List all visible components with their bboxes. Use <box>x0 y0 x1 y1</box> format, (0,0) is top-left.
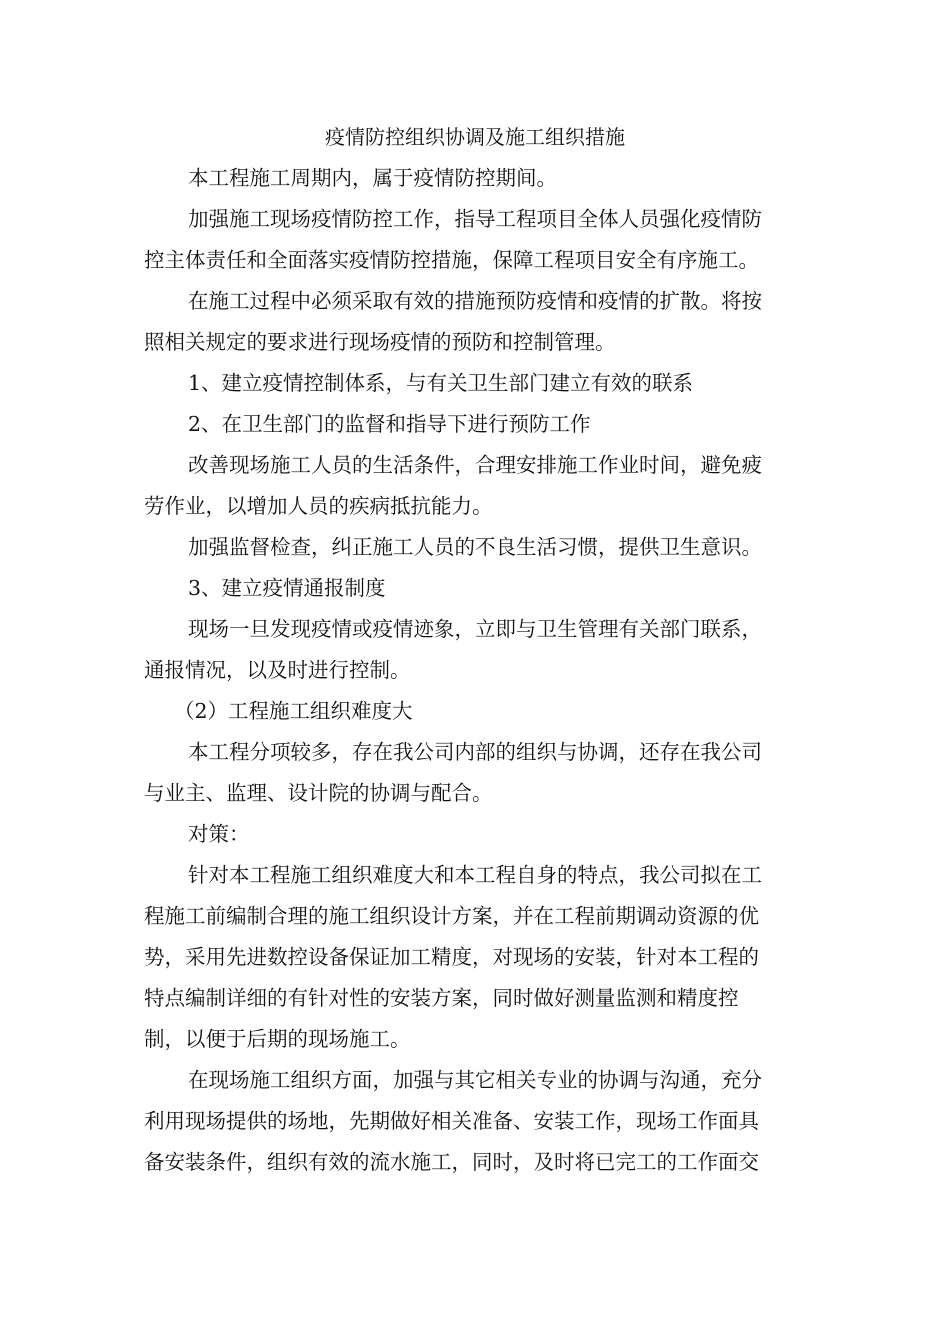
paragraph-line: 制，以便于后期的现场施工。 <box>144 1027 411 1051</box>
paragraph-line: 改善现场施工人员的生活条件，合理安排施工作业时间，避免疲 <box>188 453 762 477</box>
list-item-heading: 3、建立疫情通报制度 <box>188 576 386 600</box>
paragraph-line: 通报情况，以及时进行控制。 <box>144 658 411 682</box>
paragraph-line: 程施工前编制合理的施工组织设计方案，并在工程前期调动资源的优 <box>144 904 759 928</box>
document-body <box>144 158 806 1183</box>
paragraph-line: 本工程施工周期内，属于疫情防控期间。 <box>188 166 557 190</box>
paragraph-line: 控主体责任和全面落实疫情防控措施，保障工程项目安全有序施工。 <box>144 248 759 272</box>
paragraph-line: 加强监督检查，纠正施工人员的不良生活习惯，提供卫生意识。 <box>188 535 762 559</box>
paragraph-line: 在施工过程中必须采取有效的措施预防疫情和疫情的扩散。将按 <box>188 289 762 313</box>
paragraph-line: 利用现场提供的场地，先期做好相关准备、安装工作，现场工作面具 <box>144 1109 759 1133</box>
paragraph-line: 备安装条件，组织有效的流水施工，同时，及时将已完工的工作面交 <box>144 1150 759 1174</box>
document-title: 疫情防控组织协调及施工组织措施 <box>325 125 625 149</box>
paragraph-line: 劳作业，以增加人员的疾病抵抗能力。 <box>144 494 493 518</box>
paragraph-line: 现场一旦发现疫情或疫情迹象，立即与卫生管理有关部门联系， <box>188 617 762 641</box>
paragraph-line: 特点编制详细的有针对性的安装方案，同时做好测量监测和精度控 <box>144 986 739 1010</box>
paragraph-line: 针对本工程施工组织难度大和本工程自身的特点，我公司拟在工 <box>188 863 762 887</box>
paragraph-line: 与业主、监理、设计院的协调与配合。 <box>144 781 493 805</box>
paragraph-line: 加强施工现场疫情防控工作，指导工程项目全体人员强化疫情防 <box>188 207 762 231</box>
list-item-heading: 2、在卫生部门的监督和指导下进行预防工作 <box>188 412 591 436</box>
paragraph-line: 在现场施工组织方面，加强与其它相关专业的协调与沟通，充分 <box>188 1068 762 1092</box>
paragraph-line: 照相关规定的要求进行现场疫情的预防和控制管理。 <box>144 330 616 354</box>
paragraph-line: 势，采用先进数控设备保证加工精度，对现场的安装，针对本工程的 <box>144 945 759 969</box>
section-heading: （2）工程施工组织难度大 <box>174 699 413 723</box>
paragraph-line: 对策： <box>188 822 250 846</box>
list-item-heading: 1、建立疫情控制体系，与有关卫生部门建立有效的联系 <box>188 371 694 395</box>
paragraph-line: 本工程分项较多，存在我公司内部的组织与协调，还存在我公司 <box>188 740 762 764</box>
